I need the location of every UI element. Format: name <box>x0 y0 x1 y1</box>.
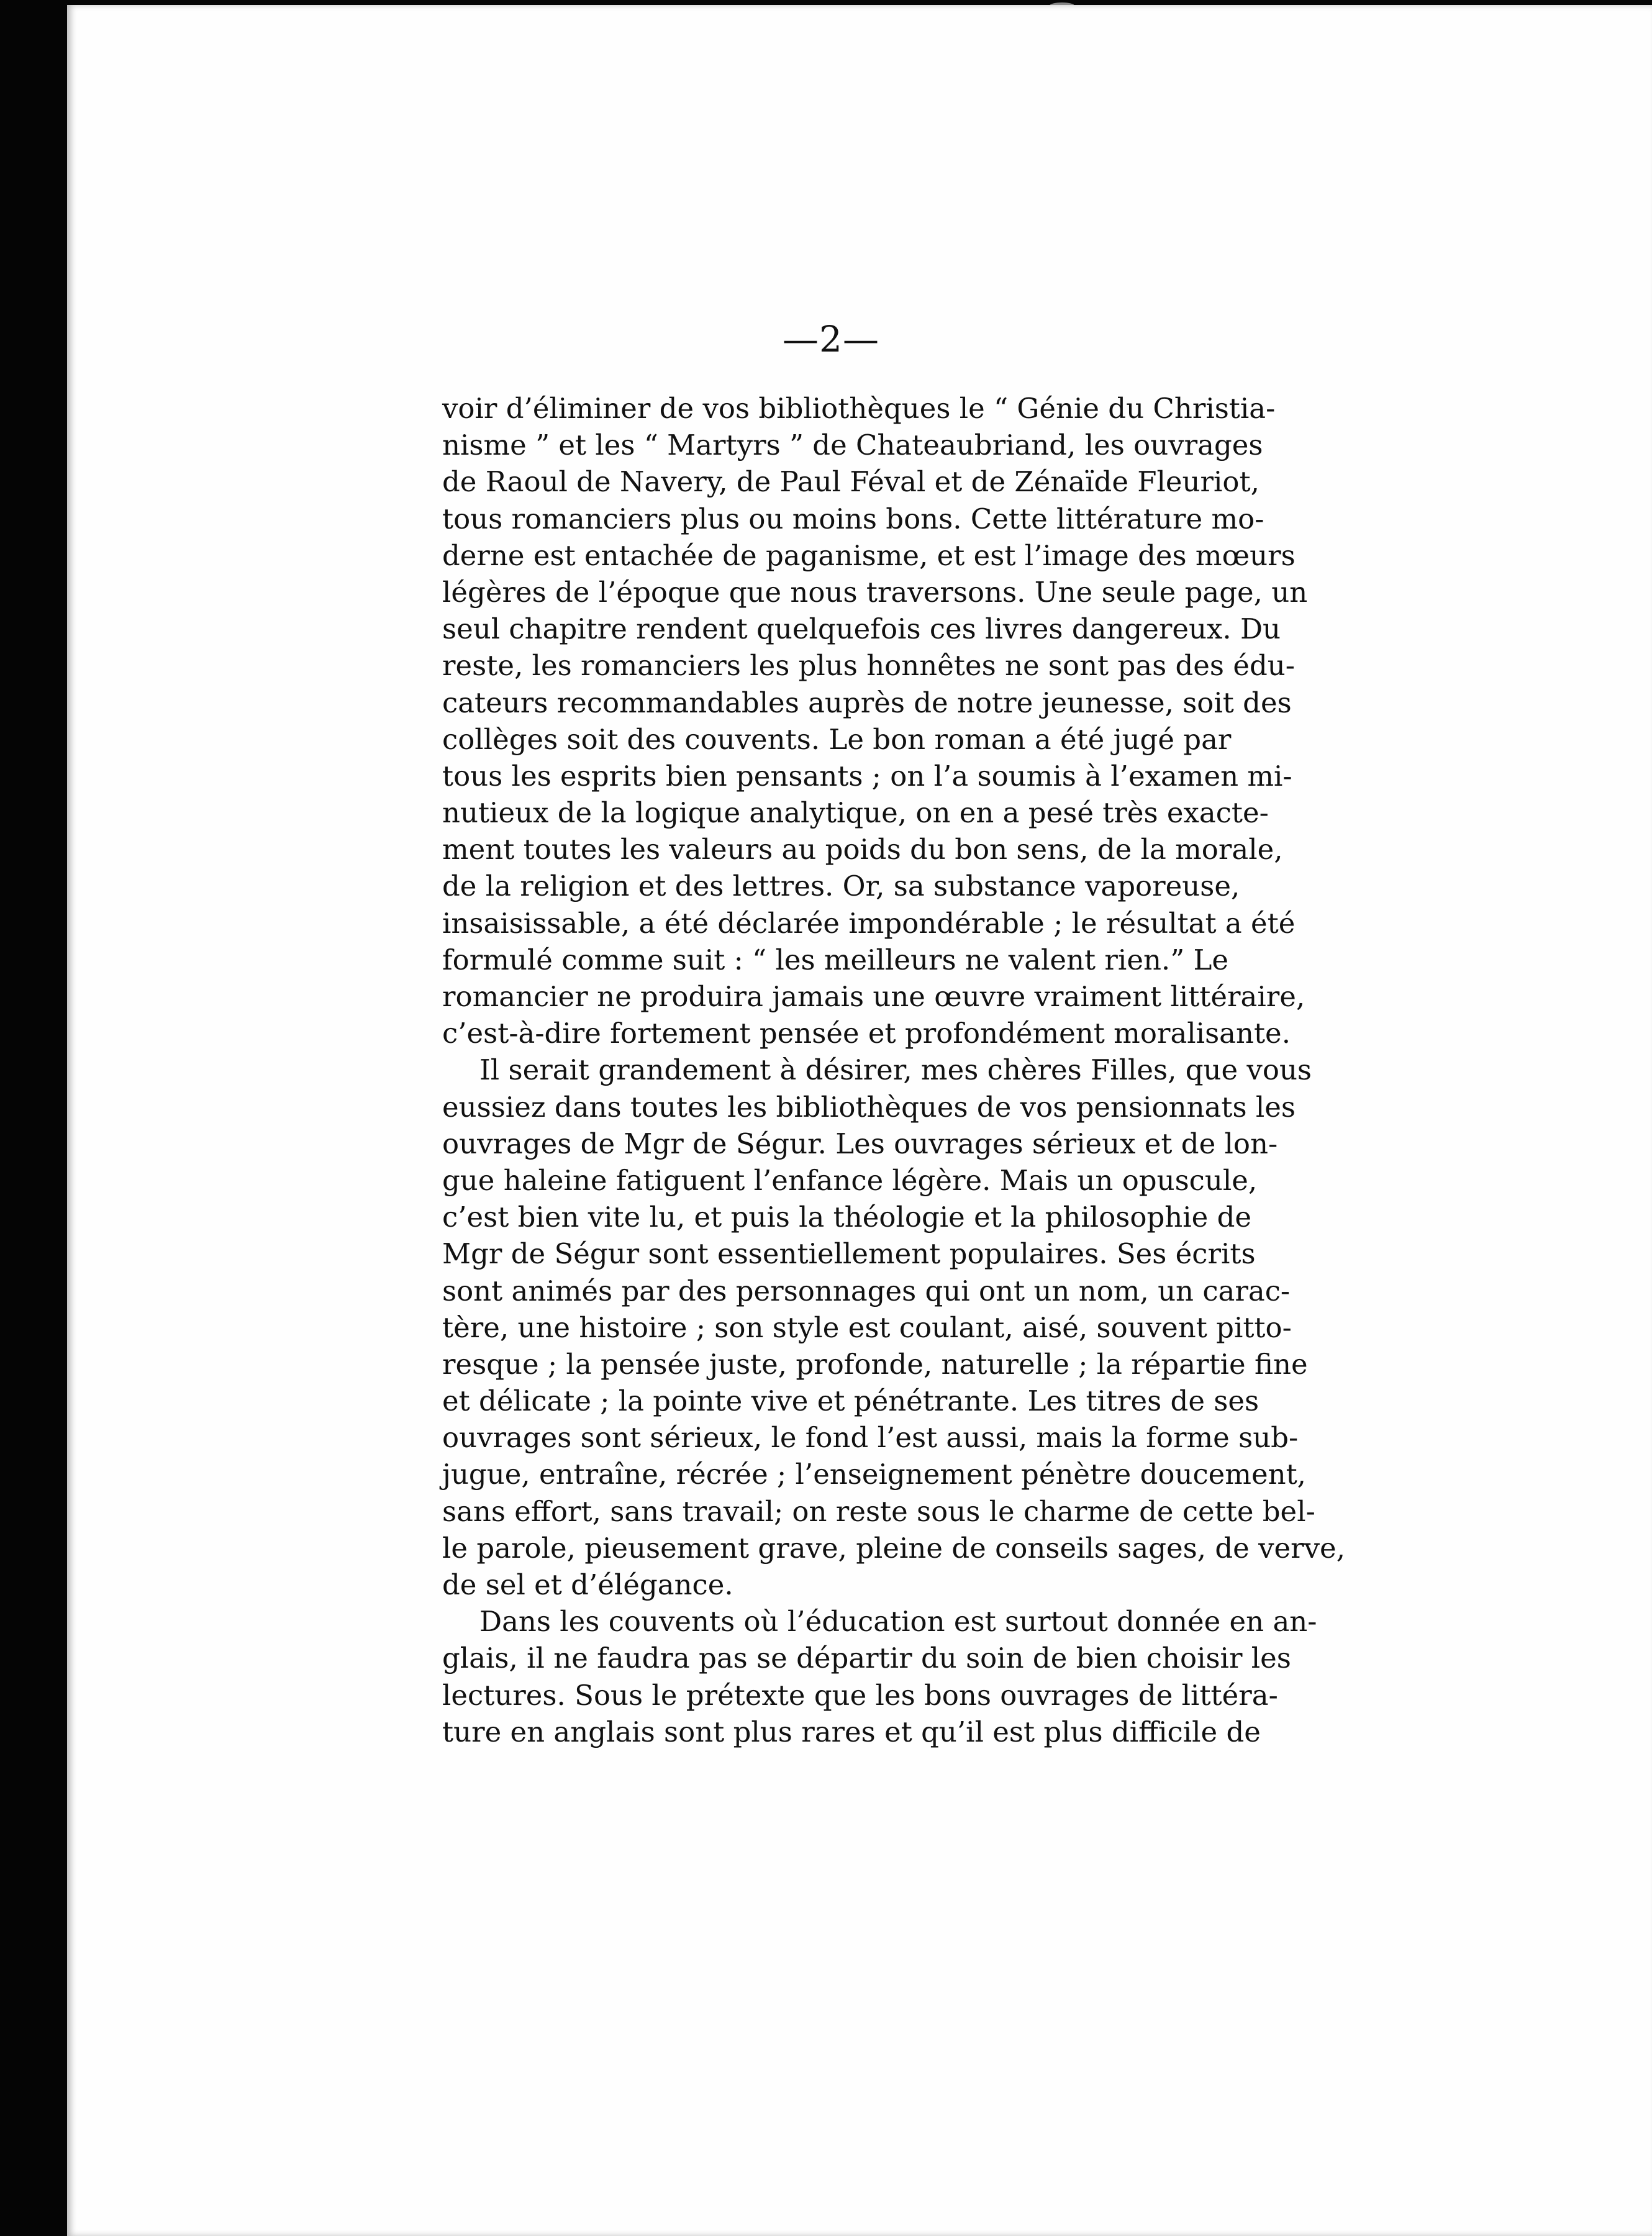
text-line: c’est-à-dire fortement pensée et profondément moralisante. <box>442 1017 1291 1050</box>
text-line: collèges soit des couvents. Le bon roman a été jugé par <box>442 722 1232 756</box>
page-number: —2— <box>783 318 879 360</box>
text-line: le parole, pieusement grave, pleine de conseils sages, de verve, <box>442 1531 1345 1565</box>
text-line: sont animés par des personnages qui ont un nom, un carac- <box>442 1274 1291 1307</box>
text-line: resque ; la pensée juste, profonde, naturelle ; la répartie fine <box>442 1347 1308 1381</box>
text-line: derne est entachée de paganisme, et est l’image des mœurs <box>442 539 1296 572</box>
text-line: légères de l’époque que nous traversons. Une seule page, un <box>442 575 1308 609</box>
text-line: sans effort, sans travail; on reste sous le charme de cette bel- <box>442 1494 1315 1528</box>
text-line: et délicate ; la pointe vive et pénétrante. Les titres de ses <box>442 1384 1259 1418</box>
text-line: ment toutes les valeurs au poids du bon sens, de la morale, <box>442 833 1283 866</box>
text-line: de sel et d’élégance. <box>442 1568 733 1601</box>
text-line: voir d’éliminer de vos bibliothèques le “ Génie du Christia- <box>442 392 1276 425</box>
text-line: jugue, entraîne, récrée ; l’enseignement pénètre doucement, <box>442 1458 1306 1491</box>
text-line: nisme ” et les “ Martyrs ” de Chateaubriand, les ouvrages <box>442 429 1263 462</box>
text-line: tous romanciers plus ou moins bons. Cette littérature mo- <box>442 502 1264 535</box>
text-line: Dans les couvents où l’éducation est surtout donnée en an- <box>479 1605 1317 1638</box>
text-line: cateurs recommandables auprès de notre jeunesse, soit des <box>442 686 1292 719</box>
text-line: Il serait grandement à désirer, mes chères Filles, que vous <box>479 1053 1312 1087</box>
text-line: glais, il ne faudra pas se départir du soin de bien choisir les <box>442 1642 1291 1675</box>
text-line: c’est bien vite lu, et puis la théologie et la philosophie de <box>442 1201 1252 1234</box>
text-line: tous les esprits bien pensants ; on l’a soumis à l’examen mi- <box>442 759 1292 793</box>
text-line: formulé comme suit : “ les meilleurs ne valent rien.” Le <box>442 943 1229 976</box>
text-line: insaisissable, a été déclarée impondérable ; le résultat a été <box>442 906 1296 940</box>
text-line: lectures. Sous le prétexte que les bons ouvrages de littéra- <box>442 1678 1278 1712</box>
text-line: ture en anglais sont plus rares et qu’il est plus difficile de <box>442 1715 1261 1748</box>
text-line: nutieux de la logique analytique, on en a pesé très exacte- <box>442 796 1269 830</box>
text-line: seul chapitre rendent quelquefois ces livres dangereux. Du <box>442 612 1281 646</box>
text-line: ouvrages sont sérieux, le fond l’est aussi, mais la forme sub- <box>442 1421 1299 1455</box>
text-line: romancier ne produira jamais une œuvre vraiment littéraire, <box>442 980 1305 1013</box>
body-text <box>442 390 1345 1750</box>
text-line: gue haleine fatiguent l’enfance légère. Mais un opuscule, <box>442 1163 1258 1197</box>
text-line: de Raoul de Navery, de Paul Féval et de Zénaïde Fleuriot, <box>442 465 1259 499</box>
text-line: tère, une histoire ; son style est coulant, aisé, souvent pitto- <box>442 1311 1292 1344</box>
text-line: eussiez dans toutes les bibliothèques de vos pensionnats les <box>442 1090 1296 1124</box>
text-line: reste, les romanciers les plus honnêtes ne sont pas des édu- <box>442 649 1295 683</box>
text-line: Mgr de Ségur sont essentiellement populaires. Ses écrits <box>442 1237 1256 1271</box>
text-line: ouvrages de Mgr de Ségur. Les ouvrages sérieux et de lon- <box>442 1127 1278 1160</box>
text-line: de la religion et des lettres. Or, sa substance vaporeuse, <box>442 870 1240 903</box>
